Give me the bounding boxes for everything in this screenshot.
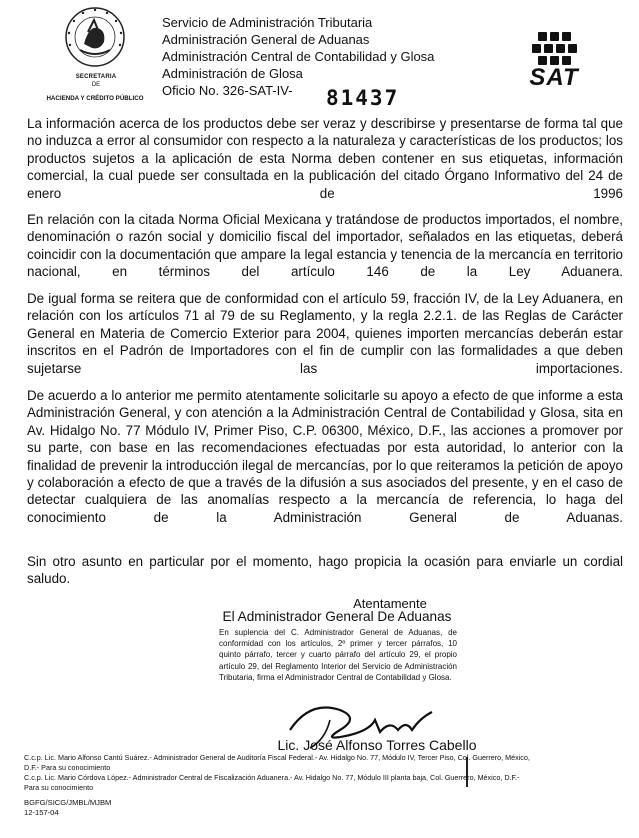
header-line: Administración de Glosa — [162, 66, 303, 81]
signatory-title: El Administrador General De Aduanas — [222, 609, 452, 624]
cc-line: D.F.- Para su conocimiento — [24, 763, 111, 772]
reference-initials — [24, 798, 111, 818]
header-line: Servicio de Administración Tributaria — [162, 15, 373, 30]
body-paragraph: Sin otro asunto en particular por el momento, hago propicia la ocasión para enviarle un cordial saludo. — [27, 554, 623, 587]
seal-label-mid: DE — [91, 82, 101, 88]
header-line: Administración Central de Contabilidad y Glosa — [162, 49, 435, 64]
header-line: Administración General de Aduanas — [162, 32, 370, 47]
sat-logo-text: SAT — [529, 64, 579, 91]
seal-label-top: SECRETARIA — [75, 74, 117, 80]
signatory-name: Lic. José Alfonso Torres Cabello — [277, 737, 477, 753]
body-paragraph: De igual forma se reitera que de conformidad con el artículo 59, fracción IV, de la Ley Aduanera, en relación con los artículos 71 al 79 de su Reglamento, y la regla 2.2.1. de las Reglas de Carácter General en Materia de Comercio Exterior para 2004, quienes importen mercancías deberán estar inscritos en el Padrón de Importadores con el fin de cumplir con las formalidades a que deben sujetarse las importaciones. — [27, 291, 623, 376]
body-paragraph: La información acerca de los productos debe ser veraz y describirse y presentarse de forma tal que no induzca a error al consumidor con respecto a la naturaleza y características de los productos; los productos sujetos a la aplicación de esta Norma deben contener en sus etiquetas, información comercial, la cual puede ser consultada en la publicación del citado Órgano Informativo del 24 de enero de 1996 — [27, 116, 623, 201]
cc-line: Para su conocimiento — [24, 783, 94, 792]
oficio-label: Oficio No. 326-SAT-IV- — [162, 83, 293, 98]
oficio-number: 81437 — [326, 86, 400, 110]
seal-label-bottom: HACIENDA Y CRÉDITO PÚBLICO — [46, 95, 144, 102]
mexican-coat-of-arms-seal — [64, 6, 126, 68]
body-paragraph: En relación con la citada Norma Oficial Mexicana y tratándose de productos importados, el nombre, denominación o razón social y domicilio fiscal del importador, señalados en las etiquetas, deberá coincidir con la documentación que ampare la legal estancia y tenencia de la mercancía en territorio nacional, en términos del artículo 146 de la Ley Aduanera. — [27, 212, 623, 280]
closing: Atentamente — [353, 596, 427, 611]
reference-line: BGFG/SICG/JMBL/MJBM — [24, 798, 112, 807]
cc-line: C.c.p. Lic. Mario Córdova López.- Administrador Central de Fiscalización Aduanera.- Av. Hidalgo No. 77, Módulo III planta baja, Col. Guerrero, México, D.F.- — [24, 773, 520, 782]
body-paragraph: De acuerdo a lo anterior me permito atentamente solicitarle su apoyo a efecto de que informe a esta Administración General, y con atención a la Administración Central de Contabilidad y Glosa, sita en Av. Hidalgo No. 77 Módulo IV, Primer Piso, C.P. 06300, México, D.F., las acciones a promover por su parte, con base en las recomendaciones efectuadas por esta autoridad, lo anterior con la finalidad de prevenir la introducción ilegal de mercancías, por lo que reiteramos la petición de apoyo y colaboración a efecto de que a través de la difusión a sus asociados del presente, y en el caso de detectar cualquiera de las anomalías respecto a la mercancía de referencia, lo haga del conocimiento de la Administración General de Aduanas. — [27, 388, 623, 525]
suplencia-note: En suplencia del C. Administrador General de Aduanas, de conformidad con los artículos, 2º primer y tercer párrafos, 10 quinto párrafo, tercer y cuarto párrafo del artículo 29, el propio artículo 29, del Reglamento Interior del Servicio de Administración Tributaria, firma el Administrador Central de Contabilidad y Glosa. — [219, 628, 457, 682]
reference-line: 12-157-04 — [24, 808, 59, 817]
cc-line: C.c.p. Lic. Mario Alfonso Cantú Suárez.- Administrador General de Auditoría Fiscal Federal.- Av. Hidalgo No. 77, Módulo IV, Tercer Piso, Col. Guerrero, México, — [24, 753, 530, 762]
